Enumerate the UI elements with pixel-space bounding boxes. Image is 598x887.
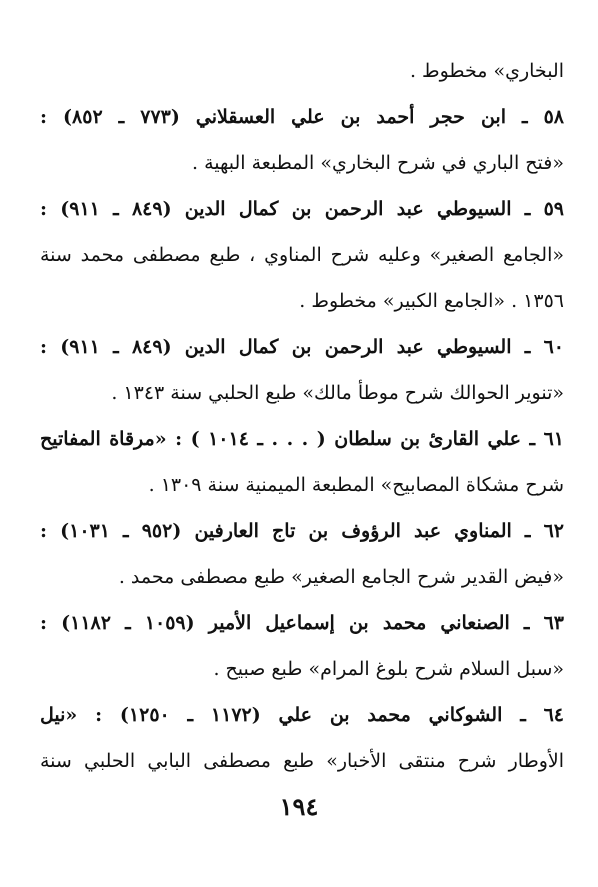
entry-60-heading: ٦٠ ـ السيوطي عبد الرحمن بن كمال الدين (٨٤٩ ـ ٩١١) :	[40, 336, 564, 358]
entry-59-heading: ٥٩ ـ السيوطي عبد الرحمن بن كمال الدين (٨٤٩ ـ ٩١١) :	[40, 198, 564, 220]
entry-58-text: «فتح الباري في شرح البخاري» المطبعة البهية .	[192, 152, 564, 174]
entry-63-text: «سبل السلام شرح بلوغ المرام» طبع صبيح .	[213, 658, 564, 680]
entry-59-text-2: ١٣٥٦ . «الجامع الكبير» مخطوط .	[299, 290, 564, 312]
entry-59-text-1: «الجامع الصغير» وعليه شرح المناوي ، طبع مصطفى محمد سنة	[40, 244, 564, 266]
entry-61-heading: ٦١ ـ علي القارئ بن سلطان ( . . . ـ ١٠١٤ ) : «مرقاة المفاتيح	[40, 428, 564, 450]
entry-62-heading: ٦٢ ـ المناوي عبد الرؤوف بن تاج العارفين (٩٥٢ ـ ١٠٣١) :	[40, 520, 564, 542]
text-line-1: البخاري» مخطوط .	[409, 60, 564, 82]
entry-63-heading: ٦٣ ـ الصنعاني محمد بن إسماعيل الأمير (١٠٥٩ ـ ١١٨٢) :	[40, 612, 564, 634]
entry-60-text: «تنوير الحوالك شرح موطأ مالك» طبع الحلبي سنة ١٣٤٣ .	[111, 382, 564, 404]
page-number: ١٩٤	[279, 792, 319, 821]
entry-58-heading: ٥٨ ـ ابن حجر أحمد بن علي العسقلاني (٧٧٣ ـ ٨٥٢) :	[40, 106, 564, 128]
entry-61-text: شرح مشكاة المصابيح» المطبعة الميمنية سنة ١٣٠٩ .	[148, 474, 564, 496]
entry-64-heading: ٦٤ ـ الشوكاني محمد بن علي (١١٧٢ ـ ١٢٥٠) : «نيل	[40, 704, 564, 726]
bibliography-page	[40, 48, 564, 784]
entry-62-text: «فيض القدير شرح الجامع الصغير» طبع مصطفى محمد .	[118, 566, 564, 588]
entry-64-text: الأوطار شرح منتقى الأخبار» طبع مصطفى البابي الحلبي سنة	[40, 750, 564, 772]
